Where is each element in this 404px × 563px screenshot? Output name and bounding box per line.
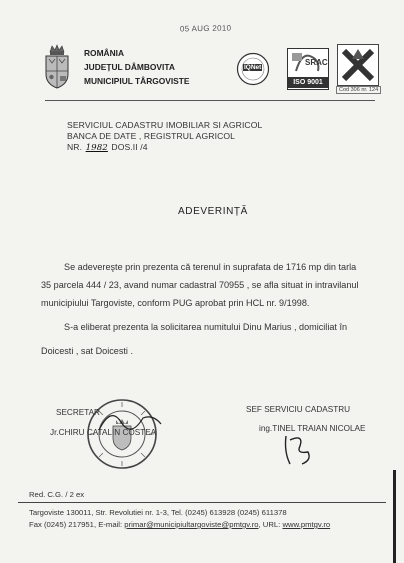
- header-county: JUDEȚUL DÂMBOVITA: [84, 62, 175, 72]
- body-line: Doicesti , sat Doicesti .: [41, 346, 133, 356]
- header-divider: [45, 100, 375, 101]
- footer-url-label: , URL:: [258, 520, 283, 529]
- document-number: [67, 142, 148, 153]
- footer-contact: [29, 520, 330, 529]
- drafter-reference: Red. C.G. / 2 ex: [29, 490, 85, 499]
- iso-label: ISO 9001: [288, 77, 328, 88]
- certification-logo: [337, 44, 379, 86]
- nr-suffix: DOS.II /4: [111, 142, 148, 152]
- secretary-role: SECRETAR: [56, 408, 100, 417]
- footer-fax: Fax (0245) 217951, E-mail:: [29, 520, 125, 529]
- footer-url-link[interactable]: www.pmtgv.ro: [282, 520, 331, 529]
- body-line: municipiului Targoviste, conform PUG aprobat prin HCL nr. 9/1998.: [41, 298, 310, 308]
- certification-x-icon: [338, 45, 378, 85]
- service-name: SERVICIUL CADASTRU IMOBILIAR SI AGRICOL: [67, 120, 263, 130]
- body-line: Se adevereşte prin prezenta că terenul in suprafata de 1716 mp din tarla: [64, 262, 357, 272]
- iqnet-label: IQNet: [244, 64, 262, 71]
- scan-edge-shadow: [393, 470, 396, 563]
- head-of-service-name: ing.TINEL TRAIAN NICOLAE: [259, 424, 366, 433]
- footer-email-link[interactable]: primar@municipiultargoviste@pmtgv.ro: [124, 520, 259, 529]
- srac-label: SRAC: [305, 58, 328, 67]
- certificate-code: Cod 306 nr. 124: [336, 86, 381, 94]
- iqnet-logo: [236, 52, 270, 86]
- coat-of-arms-icon: [42, 44, 72, 90]
- secretary-signature-icon: [95, 400, 175, 440]
- header-municipality: MUNICIPIUL TÂRGOVISTE: [84, 76, 190, 86]
- footer-address: Targoviste 130011, Str. Revolutiei nr. 1-3, Tel. (0245) 613928 (0245) 611378: [29, 508, 287, 517]
- document-title: ADEVERINȚĂ: [178, 206, 248, 217]
- head-of-service-role: SEF SERVICIU CADASTRU: [246, 405, 351, 414]
- footer-divider: [18, 502, 386, 503]
- srac-iso-logo: [287, 48, 329, 90]
- registration-date-stamp: 05 AUG 2010: [179, 23, 232, 34]
- body-line: 35 parcela 444 / 23, avand numar cadastral 70955 , se afla situat in intravilanul: [41, 280, 359, 290]
- service-subtitle: BANCA DE DATE , REGISTRUL AGRICOL: [67, 131, 236, 141]
- header-country: ROMÂNIA: [84, 48, 125, 58]
- body-line: S-a eliberat prezenta la solicitarea numitului Dinu Marius , domiciliat în: [64, 322, 348, 332]
- secretary-name: Jr.CHIRU CATALIN COSTEA: [50, 428, 157, 437]
- head-of-service-signature-icon: [278, 430, 318, 470]
- nr-handwritten-number: 1982: [85, 143, 108, 153]
- nr-prefix: NR.: [67, 142, 83, 152]
